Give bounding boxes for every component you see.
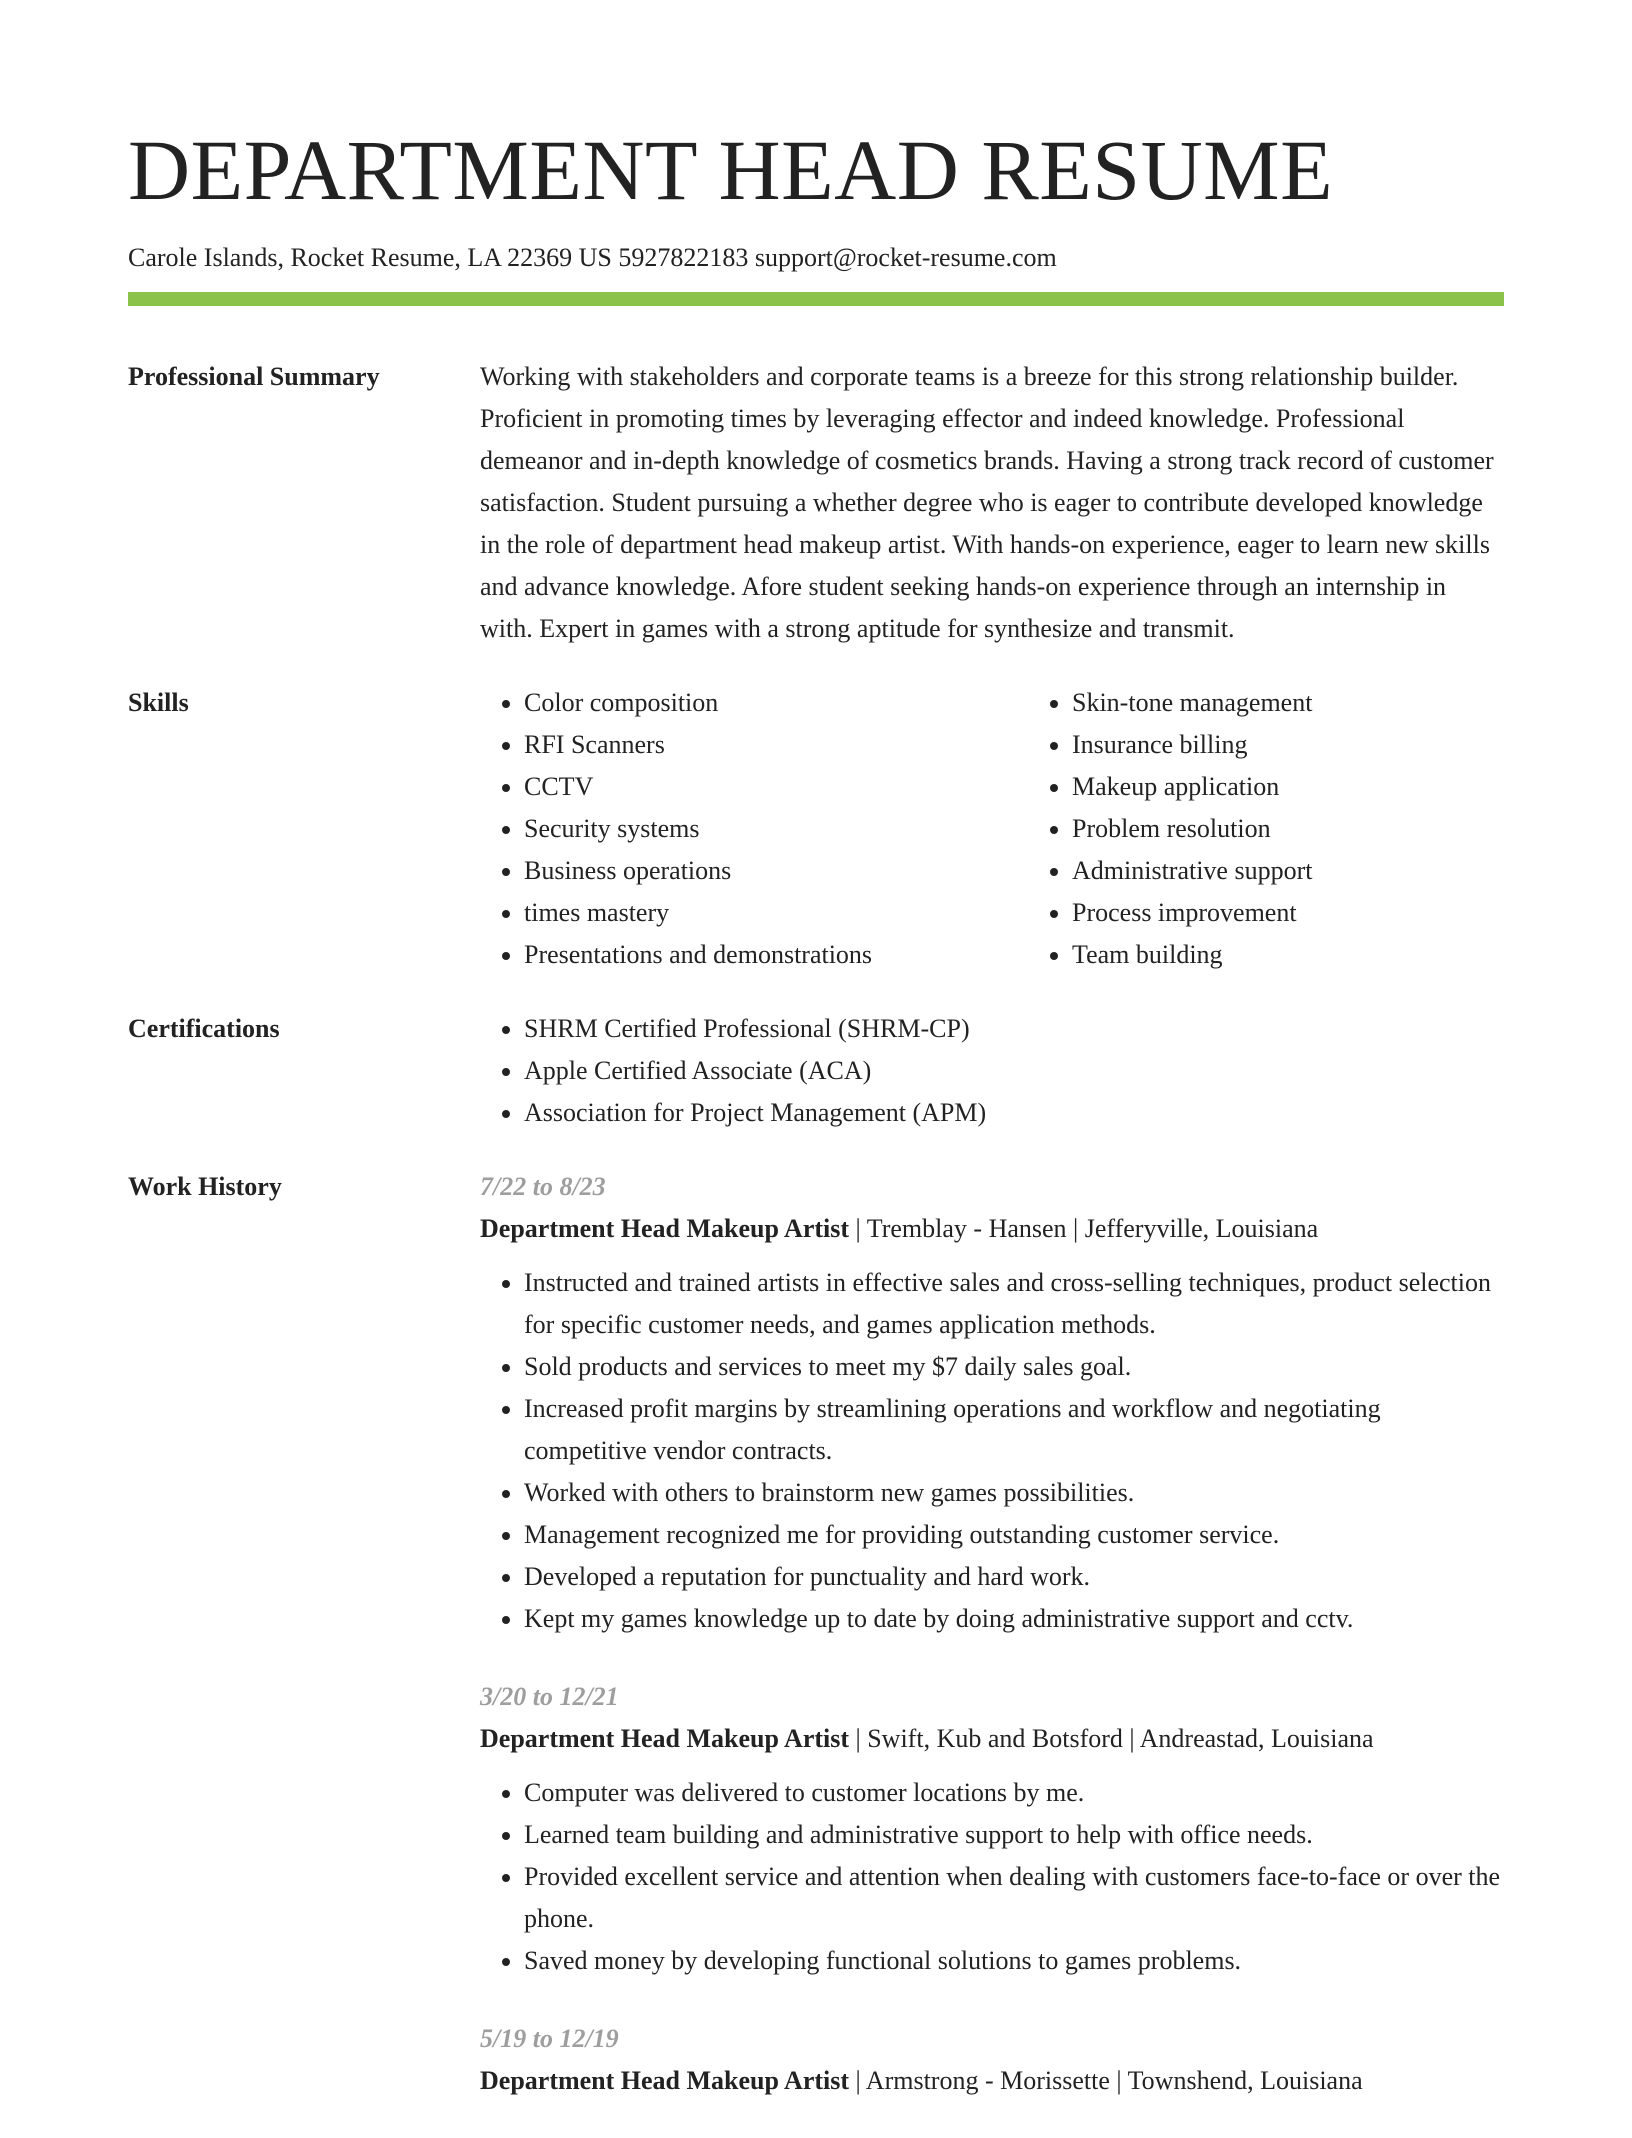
job-bullet: • Instructed and trained artists in effective sales and cross-selling techniques, product selection for specific customer needs, and games application methods. (524, 1262, 1504, 1346)
skills-section (128, 682, 1504, 976)
job-bullet: • Sold products and services to meet my $7 daily sales goal. (524, 1346, 1504, 1388)
skill-item: • Security systems (524, 808, 1028, 850)
professional-summary-section (128, 356, 1504, 650)
skill-item: • times mastery (524, 892, 1028, 934)
resume-page (128, 0, 1504, 2138)
job-entry (480, 1676, 1504, 1982)
job-details: | Tremblay - Hansen | Jefferyville, Louisiana (849, 1214, 1319, 1243)
job-details: | Armstrong - Morissette | Townshend, Louisiana (849, 2066, 1363, 2095)
job-dates: 3/20 to 12/21 (480, 1682, 619, 1711)
contact-line: Carole Islands, Rocket Resume, LA 22369 US 5927822183 support@rocket-resume.com (128, 243, 1057, 272)
job-heading (480, 2060, 1504, 2102)
skill-item: • Process improvement (1072, 892, 1576, 934)
job-entry (480, 1166, 1504, 1640)
job-role: Department Head Makeup Artist (480, 2066, 850, 2095)
work-history-section (128, 1166, 1504, 2138)
job-entry (480, 2018, 1504, 2102)
skill-item: • Presentations and demonstrations (524, 934, 1028, 976)
job-bullet: • Provided excellent service and attention when dealing with customers face-to-face or over the phone. (524, 1856, 1504, 1940)
skills-list-right (1028, 682, 1576, 976)
job-role: Department Head Makeup Artist (480, 1214, 850, 1243)
job-bullets (480, 1772, 1504, 1982)
skill-item: • Problem resolution (1072, 808, 1576, 850)
summary-text: Working with stakeholders and corporate teams is a breeze for this strong relationship builder. Proficient in promoting times by leveraging effector and indeed knowledge. Professional demeanor and in-depth knowledge of cosmetics brands. Having a strong track record of customer satisfaction. Student pursuing a whether degree who is eager to contribute developed knowledge in the role of department head makeup artist. With hands-on experience, eager to learn new skills and advance knowledge. Afore student seeking hands-on experience through an internship in with. Expert in games with a strong aptitude for synthesize and transmit. (480, 362, 1494, 643)
job-bullet: • Saved money by developing functional solutions to games problems. (524, 1940, 1504, 1982)
skill-item: • Skin-tone management (1072, 682, 1576, 724)
job-bullet: • Worked with others to brainstorm new games possibilities. (524, 1472, 1504, 1514)
skill-item: • Insurance billing (1072, 724, 1576, 766)
resume-title: DEPARTMENT HEAD RESUME (128, 122, 1334, 218)
job-bullet: • Developed a reputation for punctuality and hard work. (524, 1556, 1504, 1598)
certifications-list (480, 1008, 1504, 1134)
skill-item: • Makeup application (1072, 766, 1576, 808)
job-dates: 5/19 to 12/19 (480, 2024, 619, 2053)
job-bullets (480, 1262, 1504, 1640)
section-label-certifications: Certifications (128, 1014, 280, 1043)
skill-item: • Administrative support (1072, 850, 1576, 892)
accent-divider (128, 292, 1504, 306)
job-bullet: • Increased profit margins by streamlining operations and workflow and negotiating competitive vendor contracts. (524, 1388, 1504, 1472)
job-dates: 7/22 to 8/23 (480, 1172, 606, 1201)
job-heading (480, 1718, 1504, 1760)
job-details: | Swift, Kub and Botsford | Andreastad, Louisiana (849, 1724, 1374, 1753)
skill-item: • Business operations (524, 850, 1028, 892)
skill-item: • RFI Scanners (524, 724, 1028, 766)
job-bullet: • Learned team building and administrative support to help with office needs. (524, 1814, 1504, 1856)
skills-list-left (480, 682, 1028, 976)
job-bullet: • Computer was delivered to customer locations by me. (524, 1772, 1504, 1814)
job-role: Department Head Makeup Artist (480, 1724, 850, 1753)
certification-item: • Association for Project Management (APM) (524, 1092, 1504, 1134)
certification-item: • Apple Certified Associate (ACA) (524, 1050, 1504, 1092)
skill-item: • Team building (1072, 934, 1576, 976)
job-heading (480, 1208, 1504, 1250)
job-bullet: • Management recognized me for providing outstanding customer service. (524, 1514, 1504, 1556)
job-bullet: • Kept my games knowledge up to date by doing administrative support and cctv. (524, 1598, 1504, 1640)
section-label-summary: Professional Summary (128, 362, 380, 391)
section-label-skills: Skills (128, 688, 189, 717)
certification-item: • SHRM Certified Professional (SHRM-CP) (524, 1008, 1504, 1050)
certifications-section (128, 1008, 1504, 1134)
skill-item: • Color composition (524, 682, 1028, 724)
section-label-work-history: Work History (128, 1172, 282, 1201)
skill-item: • CCTV (524, 766, 1028, 808)
